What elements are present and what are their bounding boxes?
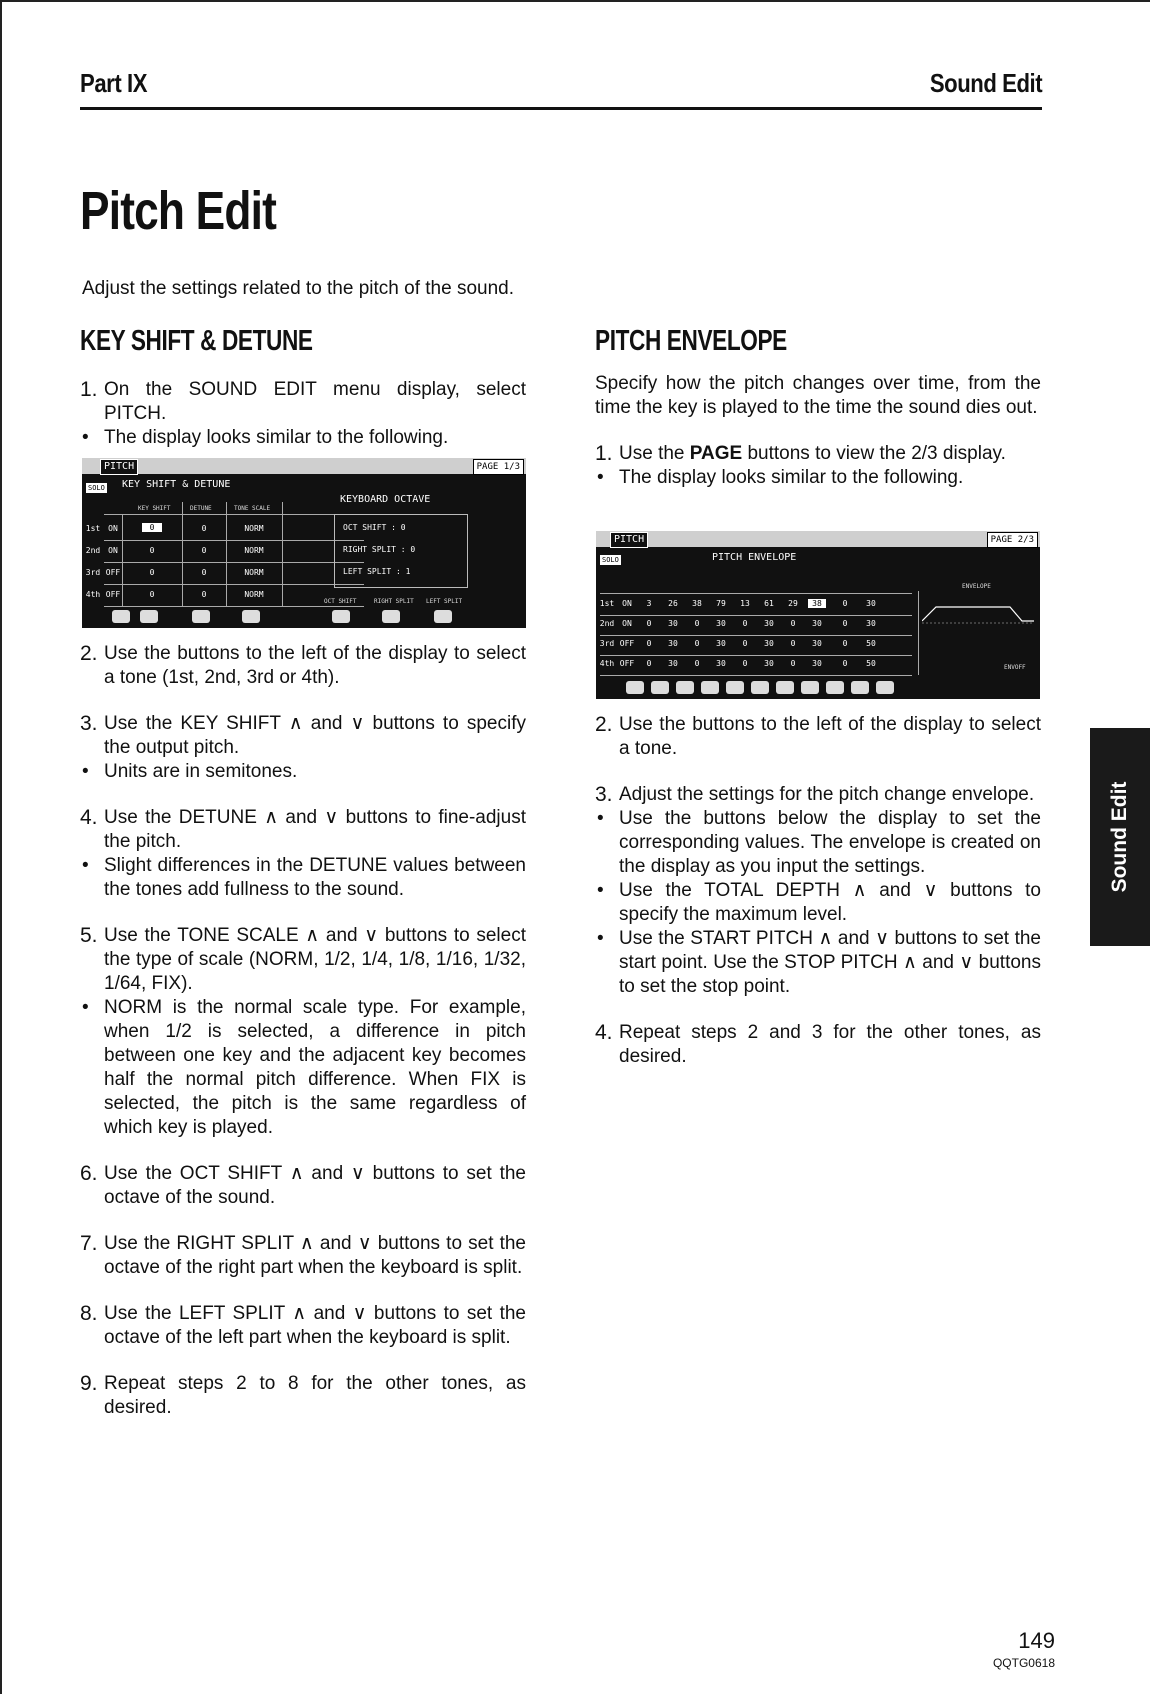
tone-4th-detune: 0 (201, 590, 207, 599)
document-code: QQTG0618 (992, 1656, 1055, 1670)
step-3: 3. Use the KEY SHIFT ∧ and ∨ buttons to specify the output pitch. (80, 712, 526, 758)
header-rule (80, 107, 1042, 110)
display-title: KEY SHIFT & DETUNE (122, 479, 231, 490)
envelope-graph (922, 599, 1036, 659)
step-6: 6. Use the OCT SHIFT ∧ and ∨ buttons to set the octave of the sound. (80, 1162, 526, 1208)
step-3-note: • Units are in semitones. (80, 760, 526, 784)
section-side-tab: Sound Edit (1090, 728, 1150, 946)
lcd1-button-4[interactable] (242, 610, 260, 623)
lcd1-button-6[interactable] (382, 610, 400, 623)
env-switch-2: OFF (619, 639, 635, 648)
display-topbar-2 (596, 531, 1040, 547)
lcd2-button-1[interactable] (626, 681, 644, 694)
tone-2nd-key-shift: 0 (149, 546, 155, 555)
tone-1st-switch: ON (108, 524, 118, 533)
solo-tag: SOLO (88, 484, 105, 492)
env-value-r3-c9: 50 (866, 659, 876, 668)
step-4: 4. Use the DETUNE ∧ and ∨ buttons to fine-adjust the pitch. (80, 806, 526, 852)
intro-text: Adjust the settings related to the pitch of the sound. (82, 278, 514, 299)
env-value-r0-c8: 0 (842, 599, 848, 608)
env-value-r2-c2: 0 (694, 639, 700, 648)
tone-1st-scale: NORM (244, 524, 264, 533)
page-indicator-2: PAGE 2/3 (987, 532, 1038, 548)
tone-3rd-key-shift: 0 (149, 568, 155, 577)
lcd1-button-7[interactable] (434, 610, 452, 623)
env-value-r0-c0: 3 (646, 599, 652, 608)
env-switch-1: ON (622, 619, 632, 628)
lcd2-button-5[interactable] (726, 681, 744, 694)
tone-1st: 1st (85, 524, 101, 533)
lcd2-button-6[interactable] (751, 681, 769, 694)
env-value-r2-c4: 0 (742, 639, 748, 648)
label-oct-shift: OCT SHIFT (324, 598, 357, 605)
env-value-r3-c4: 0 (742, 659, 748, 668)
env-value-r3-c0: 0 (646, 659, 652, 668)
step-5: 5. Use the TONE SCALE ∧ and ∨ buttons to select the type of scale (NORM, 1/2, 1/4, 1/8, 1/16, 1/32, 1/64, FIX). (80, 924, 526, 994)
env-value-r2-c1: 30 (668, 639, 678, 648)
pitch-envelope-intro: Specify how the pitch changes over time, from the time the key is played to the time the sound dies out. (595, 373, 1041, 418)
keyboard-octave-box (334, 514, 468, 588)
oct-shift-value: OCT SHIFT : 0 (343, 523, 406, 532)
env-value-r1-c5: 30 (764, 619, 774, 628)
tone-3rd: 3rd (85, 568, 101, 577)
env-value-r2-c3: 30 (716, 639, 726, 648)
label-right-split: RIGHT SPLIT (374, 598, 414, 605)
tone-2nd-scale: NORM (244, 546, 264, 555)
env-value-r2-c5: 30 (764, 639, 774, 648)
lcd2-button-3[interactable] (676, 681, 694, 694)
step-7: 7. Use the RIGHT SPLIT ∧ and ∨ buttons to set the octave of the right part when the keyboard is split. (80, 1232, 526, 1278)
page-border-left (0, 0, 2, 1694)
env-value-r3-c1: 30 (668, 659, 678, 668)
tone-3rd-switch: OFF (105, 568, 121, 577)
envelope-label: ENVELOPE (962, 583, 991, 590)
right-step-3-note-1: • Use the buttons below the display to set the corresponding values. The envelope is created on the display as you input the settings. (595, 807, 1041, 879)
lcd1-button-3[interactable] (192, 610, 210, 623)
env-value-r1-c1: 30 (668, 619, 678, 628)
step-5-note: • NORM is the normal scale type. For example, when 1/2 is selected, a difference in pitch between one key and the adjacent key becomes half the normal pitch difference. When FIX is selected, the pitch is the same regardless of which key is played. (80, 996, 526, 1140)
env-value-r3-c6: 0 (790, 659, 796, 668)
pitch-tag-2: PITCH (610, 532, 648, 548)
env-value-r0-c2: 38 (692, 599, 702, 608)
right-step-2: 2. Use the buttons to the left of the display to select a tone. (595, 713, 1041, 759)
tone-3rd-detune: 0 (201, 568, 207, 577)
step-9: 9. Repeat steps 2 to 8 for the other tones, as desired. (80, 1372, 526, 1418)
env-value-r3-c7: 30 (812, 659, 822, 668)
lcd2-button-9[interactable] (826, 681, 844, 694)
right-step-3-note-2: • Use the TOTAL DEPTH ∧ and ∨ buttons to specify the maximum level. (595, 879, 1041, 927)
env-value-r1-c7: 30 (812, 619, 822, 628)
part-label: Part IX (80, 68, 148, 98)
tone-4th-scale: NORM (244, 590, 264, 599)
tone-1st-detune: 0 (201, 524, 207, 533)
env-value-r0-c9: 30 (866, 599, 876, 608)
tone-2nd-detune: 0 (201, 546, 207, 555)
label-left-split: LEFT SPLIT (426, 598, 463, 605)
tone-4th: 4th (85, 590, 101, 599)
keyboard-octave-title: KEYBOARD OCTAVE (340, 494, 431, 505)
env-value-r0-c4: 13 (740, 599, 750, 608)
right-steps-b (595, 713, 1041, 1069)
col-key-shift: KEY SHIFT (138, 505, 171, 512)
lcd2-button-10[interactable] (851, 681, 869, 694)
env-value-r3-c8: 0 (842, 659, 848, 668)
right-step-3: 3. Adjust the settings for the pitch change envelope. (595, 783, 1035, 806)
env-value-r0-c6: 29 (788, 599, 798, 608)
lcd2-button-11[interactable] (876, 681, 894, 694)
page-title: Pitch Edit (80, 181, 276, 241)
env-value-r0-c3: 79 (716, 599, 726, 608)
env-value-r0-c5: 61 (764, 599, 774, 608)
lcd2-button-2[interactable] (651, 681, 669, 694)
envoff-label: ENVOFF (1004, 664, 1026, 671)
env-switch-3: OFF (619, 659, 635, 668)
env-value-r1-c6: 0 (790, 619, 796, 628)
env-value-r2-c8: 0 (842, 639, 848, 648)
left-split-value: LEFT SPLIT : 1 (343, 567, 411, 576)
step-4-note: • Slight differences in the DETUNE values between the tones add fullness to the sound. (80, 854, 526, 902)
env-value-r3-c2: 0 (694, 659, 700, 668)
lcd1-button-5[interactable] (332, 610, 350, 623)
col-detune: DETUNE (190, 505, 212, 512)
left-steps-a (80, 378, 526, 450)
key-shift-heading: KEY SHIFT & DETUNE (80, 325, 313, 357)
step-1: 1. On the SOUND EDIT menu display, select PITCH. (80, 378, 526, 424)
env-switch-0: ON (622, 599, 632, 608)
tone-2nd-switch: ON (108, 546, 118, 555)
page-number: 149 (1018, 1628, 1055, 1653)
tone-1st-key-shift: 0 (142, 523, 162, 532)
env-tone-1: 2nd (599, 619, 615, 628)
step-2: 2. Use the buttons to the left of the display to select a tone (1st, 2nd, 3rd or 4th). (80, 642, 526, 688)
step-8: 8. Use the LEFT SPLIT ∧ and ∨ buttons to set the octave of the left part when the keyboard is split. (80, 1302, 526, 1348)
env-value-r1-c4: 0 (742, 619, 748, 628)
env-value-r0-c7: 38 (808, 599, 826, 608)
right-split-value: RIGHT SPLIT : 0 (343, 545, 416, 554)
env-value-r2-c6: 0 (790, 639, 796, 648)
right-step-1-note: • The display looks similar to the following. (595, 466, 1041, 490)
section-label: Sound Edit (929, 68, 1042, 98)
env-tone-2: 3rd (599, 639, 615, 648)
pitch-envelope-display (596, 531, 1040, 699)
step-1-note: • The display looks similar to the following. (80, 426, 526, 450)
env-value-r3-c3: 30 (716, 659, 726, 668)
tone-4th-key-shift: 0 (149, 590, 155, 599)
right-step-1: 1. Use the PAGE buttons to view the 2/3 display. (595, 442, 1006, 465)
pitch-envelope-heading: PITCH ENVELOPE (595, 325, 787, 357)
env-value-r2-c0: 0 (646, 639, 652, 648)
page-border-top (0, 0, 1150, 2)
env-value-r3-c5: 30 (764, 659, 774, 668)
col-tone-scale: TONE SCALE (234, 505, 271, 512)
env-value-r1-c3: 30 (716, 619, 726, 628)
tone-4th-switch: OFF (105, 590, 121, 599)
tone-3rd-scale: NORM (244, 568, 264, 577)
display-title-2: PITCH ENVELOPE (712, 552, 797, 563)
lcd2-button-4[interactable] (701, 681, 719, 694)
env-value-r1-c8: 0 (842, 619, 848, 628)
env-value-r2-c7: 30 (812, 639, 822, 648)
env-value-r1-c0: 0 (646, 619, 652, 628)
right-step-4: 4. Repeat steps 2 and 3 for the other tones, as desired. (595, 1021, 1041, 1067)
right-steps-a (595, 372, 1041, 490)
right-step-3-note-3: • Use the START PITCH ∧ and ∨ buttons to set the start point. Use the STOP PITCH ∧ and ∨ buttons to set the stop point. (595, 927, 1041, 999)
key-shift-display (82, 458, 526, 628)
lcd2-button-8[interactable] (801, 681, 819, 694)
lcd2-button-7[interactable] (776, 681, 794, 694)
env-value-r1-c9: 30 (866, 619, 876, 628)
lcd1-button-1[interactable] (112, 610, 130, 623)
env-value-r1-c2: 0 (694, 619, 700, 628)
pitch-tag: PITCH (100, 459, 138, 475)
page-indicator: PAGE 1/3 (473, 459, 524, 475)
env-tone-3: 4th (599, 659, 615, 668)
env-tone-0: 1st (599, 599, 615, 608)
tone-2nd: 2nd (85, 546, 101, 555)
env-value-r2-c9: 50 (866, 639, 876, 648)
solo-tag-2: SOLO (602, 556, 619, 564)
left-steps-b (80, 642, 526, 1420)
display-topbar (82, 458, 526, 474)
env-value-r0-c1: 26 (668, 599, 678, 608)
lcd1-button-2[interactable] (140, 610, 158, 623)
